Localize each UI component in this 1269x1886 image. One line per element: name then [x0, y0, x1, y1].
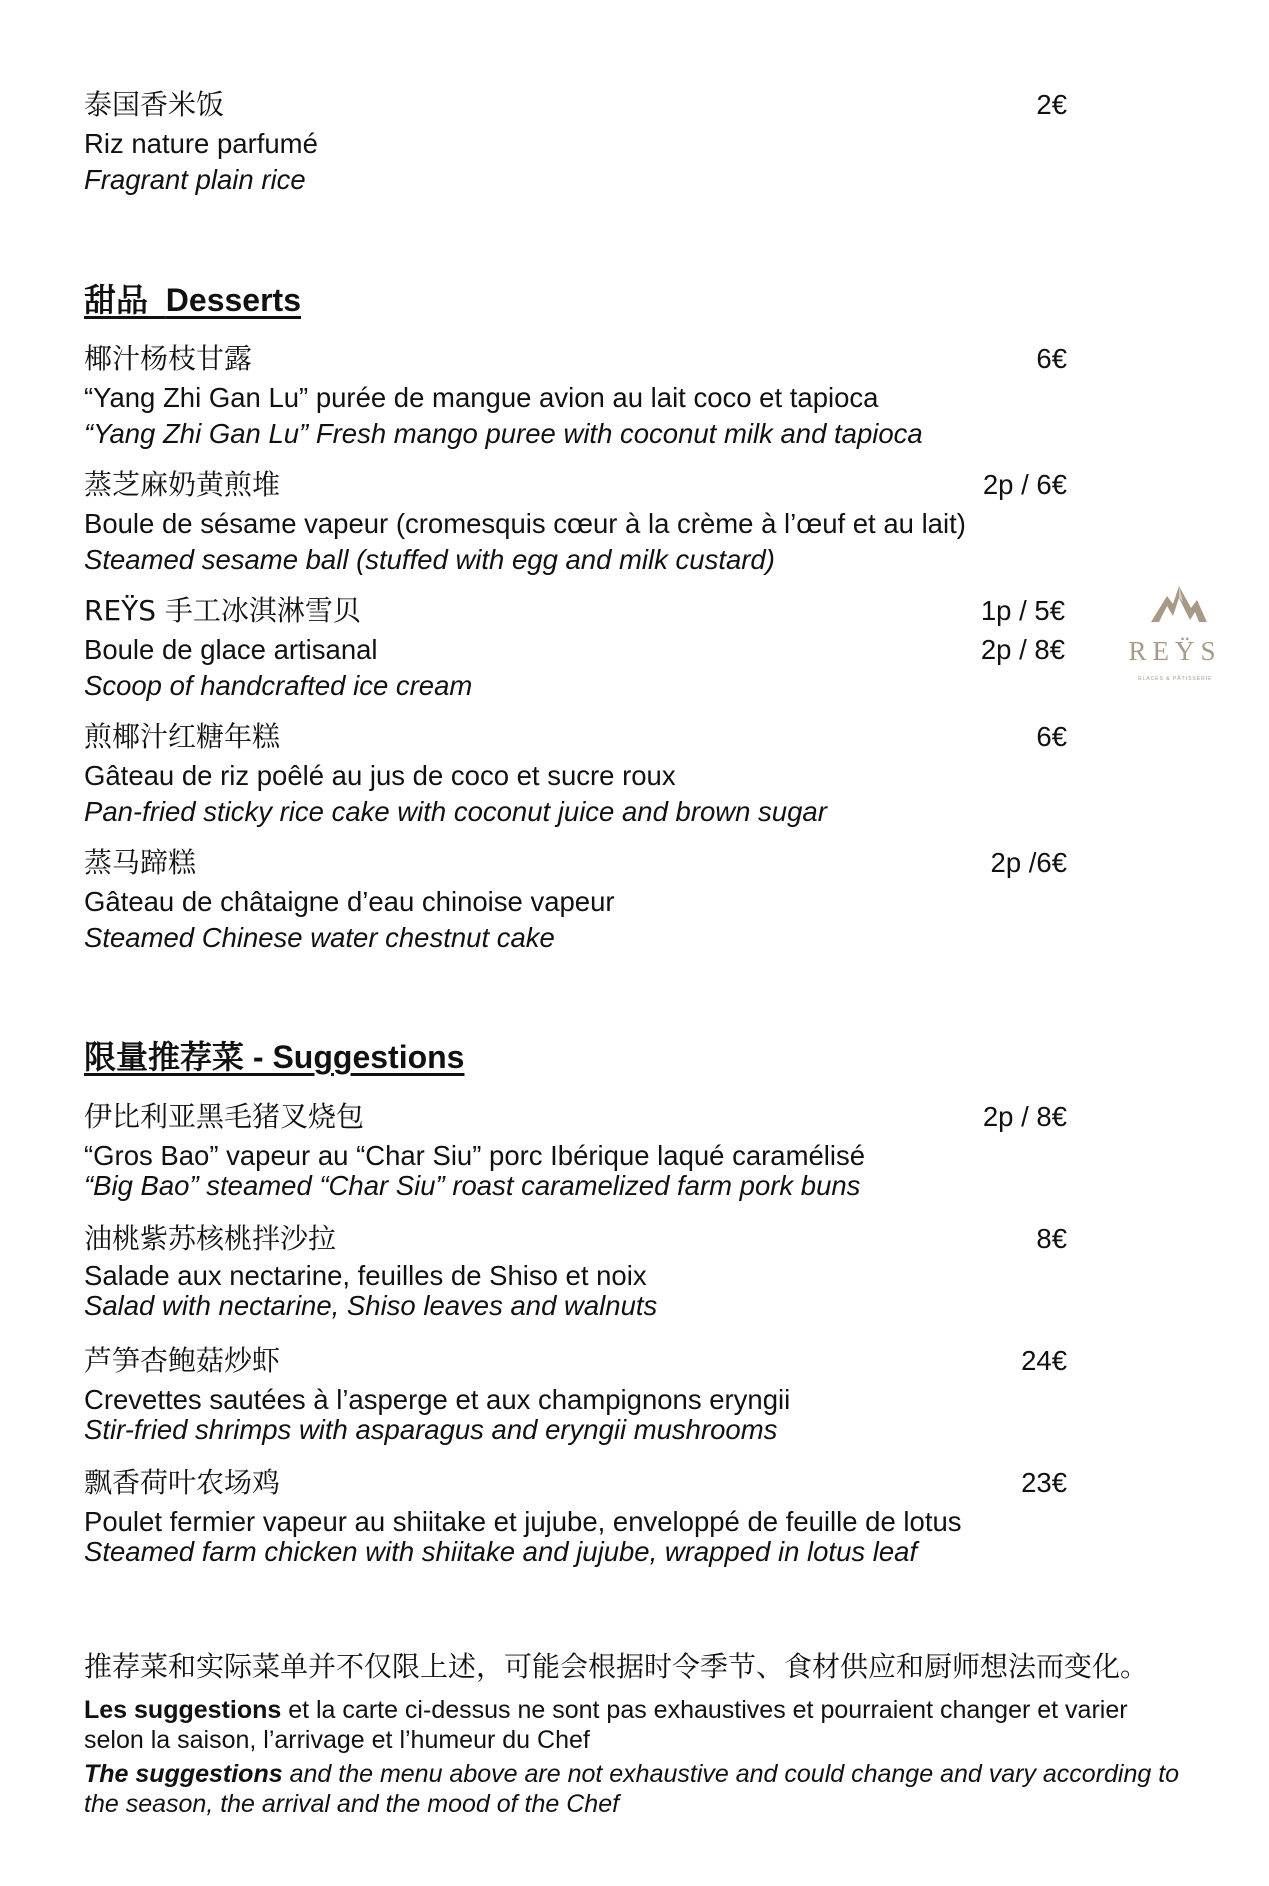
item-name-zh: 蒸马蹄糕 [84, 846, 197, 879]
item-name-fr: Poulet fermier vapeur au shiitake et jujube, enveloppé de feuille de lotus [84, 1506, 962, 1537]
item-name-fr: Salade aux nectarine, feuilles de Shiso et noix [84, 1260, 647, 1291]
item-price: 24€ [1021, 1345, 1067, 1376]
item-name-fr: Gâteau de châtaigne d’eau chinoise vapeur [84, 886, 615, 917]
item-price: 23€ [1021, 1467, 1067, 1498]
section-title-suggestions [84, 1037, 464, 1077]
mountain-icon [1115, 580, 1235, 630]
item-price: 6€ [1036, 343, 1067, 374]
item-name-en: Steamed Chinese water chestnut cake [84, 922, 555, 953]
note-en [84, 1759, 1194, 1819]
item-name-en: “Big Bao” steamed “Char Siu” roast caramelized farm pork buns [84, 1170, 861, 1201]
item-name-zh: 煎椰汁红糖年糕 [84, 720, 281, 753]
item-name-zh: 飘香荷叶农场鸡 [84, 1466, 281, 1499]
item-name-zh: 芦笋杏鲍菇炒虾 [84, 1344, 281, 1377]
menu-item [84, 1222, 1084, 1323]
note-zh: 推荐菜和实际菜单并不仅限上述，可能会根据时令季节、食材供应和厨师想法而变化。 [84, 1650, 1149, 1683]
menu-item-rice [84, 88, 1084, 197]
item-name-fr: Boule de sésame vapeur (cromesquis cœur à la crème à l’œuf et au lait) [84, 508, 966, 539]
item-name-zh: REŸS 手工冰淇淋雪贝 [84, 594, 361, 627]
section-title-zh: 限量推荐菜 [84, 1038, 245, 1076]
menu-item [84, 594, 1084, 703]
item-name-fr: “Gros Bao” vapeur au “Char Siu” porc Ibérique laqué caramélisé [84, 1140, 866, 1171]
section-title-desserts [84, 280, 301, 320]
item-name-en: “Yang Zhi Gan Lu” Fresh mango puree with coconut milk and tapioca [84, 418, 923, 449]
item-price: 2p / 6€ [982, 469, 1067, 500]
note-fr-rest: et la carte ci-dessus ne sont pas exhaustives et pourraient changer et varier selon la saison, l’arrivage et l’humeur du Chef [84, 1696, 1128, 1754]
menu-item [84, 1466, 1084, 1569]
item-price: 2p / 8€ [982, 1101, 1067, 1132]
section-title-text: Desserts [165, 282, 301, 318]
item-name-fr: Crevettes sautées à l’asperge et aux champignons eryngii [84, 1384, 791, 1415]
note-en-bold: The suggestions [84, 1760, 283, 1788]
item-name-zh: 泰国香米饭 [84, 88, 225, 121]
item-name-fr: Gâteau de riz poêlé au jus de coco et sucre roux [84, 760, 676, 791]
note-en-rest: and the menu above are not exhaustive and could change and vary according to the season, the arrival and the mood of the Chef [84, 1760, 1180, 1818]
item-price: 8€ [1036, 1223, 1067, 1254]
item-name-zh: 油桃紫苏核桃拌沙拉 [84, 1222, 337, 1255]
item-name-fr: Riz nature parfumé [84, 128, 318, 159]
menu-item [84, 468, 1084, 577]
item-name-en: Steamed farm chicken with shiitake and jujube, wrapped in lotus leaf [84, 1536, 918, 1567]
item-name-en: Fragrant plain rice [84, 164, 306, 195]
item-name-zh: 椰汁杨枝甘露 [84, 342, 253, 375]
item-name-fr: Boule de glace artisanal [84, 634, 378, 665]
section-title-text: - Suggestions [244, 1039, 465, 1075]
menu-item [84, 342, 1084, 451]
item-price: 6€ [1036, 721, 1067, 752]
item-price: 2€ [1036, 89, 1067, 120]
item-name-en: Stir-fried shrimps with asparagus and eryngii mushrooms [84, 1414, 778, 1445]
note-fr [84, 1695, 1194, 1755]
item-price-secondary: 2p / 8€ [980, 634, 1065, 665]
section-title-zh: 甜品 [84, 281, 149, 319]
note-fr-bold: Les suggestions [84, 1696, 282, 1724]
item-name-en: Scoop of handcrafted ice cream [84, 670, 473, 701]
brand-logo [1115, 580, 1235, 690]
item-name-fr: “Yang Zhi Gan Lu” purée de mangue avion au lait coco et tapioca [84, 382, 879, 413]
menu-item [84, 1344, 1084, 1447]
item-name-en: Pan-fried sticky rice cake with coconut juice and brown sugar [84, 796, 827, 827]
menu-item [84, 720, 1084, 829]
item-name-zh: 伊比利亚黑毛猪叉烧包 [84, 1100, 365, 1133]
menu-item [84, 1100, 1084, 1203]
item-price: 1p / 5€ [980, 595, 1065, 626]
item-price: 2p /6€ [990, 847, 1067, 878]
item-name-en: Steamed sesame ball (stuffed with egg and milk custard) [84, 544, 775, 575]
logo-name: REŸS [1128, 636, 1222, 666]
logo-tagline: GLACES & PÂTISSERIE [1137, 676, 1213, 682]
item-name-zh: 蒸芝麻奶黄煎堆 [84, 468, 281, 501]
menu-item [84, 846, 1084, 955]
item-name-en: Salad with nectarine, Shiso leaves and walnuts [84, 1290, 658, 1321]
